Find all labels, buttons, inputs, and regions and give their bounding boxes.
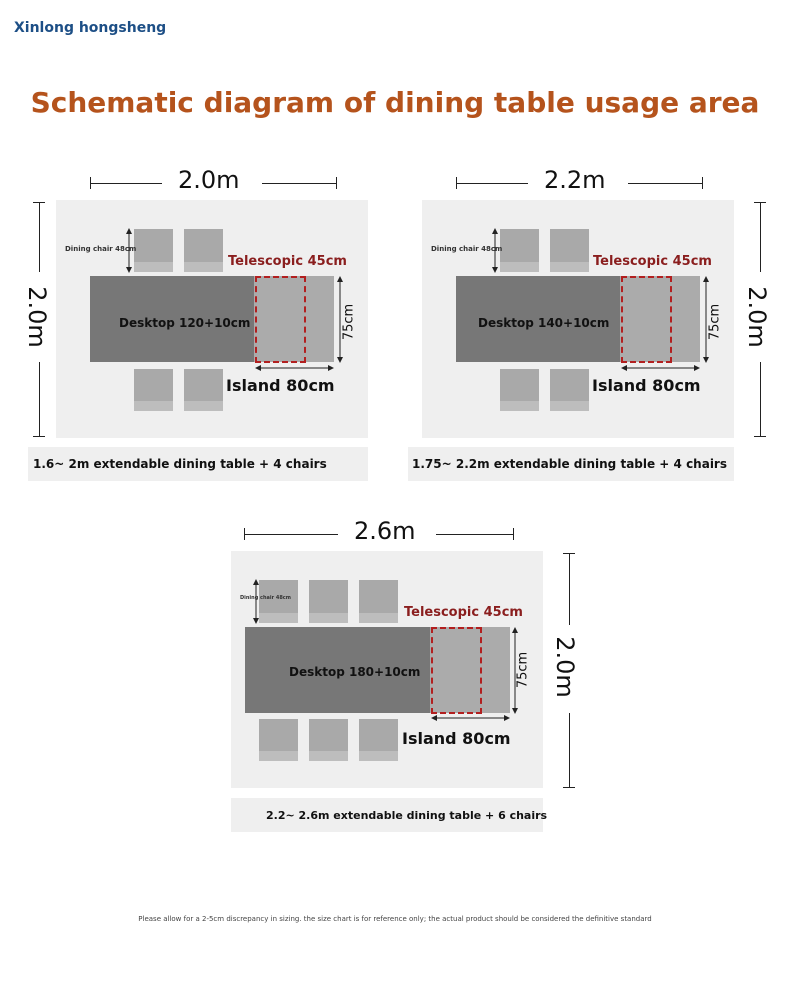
island-label-1: Island 80cm [226,376,335,395]
width-label-1: 2.0m [178,166,240,194]
table-width-label-1: 75cm [341,303,357,341]
telescopic-label-3: Telescopic 45cm [404,605,523,620]
desktop-label-3: Desktop 180+10cm [289,665,421,679]
caption-2: 1.75~ 2.2m extendable dining table + 4 chairs [412,457,727,471]
table-width-label-2: 75cm [707,303,723,341]
table-width-label-3: 75cm [515,651,531,689]
desktop-label-1: Desktop 120+10cm [119,316,251,330]
footnote: Please allow for a 2-5cm discrepancy in sizing. the size chart is for reference only; the actual product should be considered the definitive standard [138,915,652,923]
caption-3: 2.2~ 2.6m extendable dining table + 6 chairs [266,809,548,822]
chair-size-label-1: Dining chair 48cm [65,245,137,253]
desktop-label-2: Desktop 140+10cm [478,316,610,330]
telescopic-label-2: Telescopic 45cm [593,254,712,269]
width-label-3: 2.6m [354,517,416,545]
depth-label-1: 2.0m [23,286,51,348]
chair-size-label-3: Dining chair 48cm [240,595,291,601]
island-label-3: Island 80cm [402,729,511,748]
width-label-2: 2.2m [544,166,606,194]
telescopic-label-1: Telescopic 45cm [228,254,347,269]
depth-label-2: 2.0m [743,286,771,348]
brand-logo-text: Xinlong hongsheng [14,20,167,36]
depth-label-3: 2.0m [551,636,579,698]
island-label-2: Island 80cm [592,376,701,395]
caption-1: 1.6~ 2m extendable dining table + 4 chairs [33,457,327,471]
page-title: Schematic diagram of dining table usage area [30,86,760,119]
chair-size-label-2: Dining chair 48cm [431,245,503,253]
